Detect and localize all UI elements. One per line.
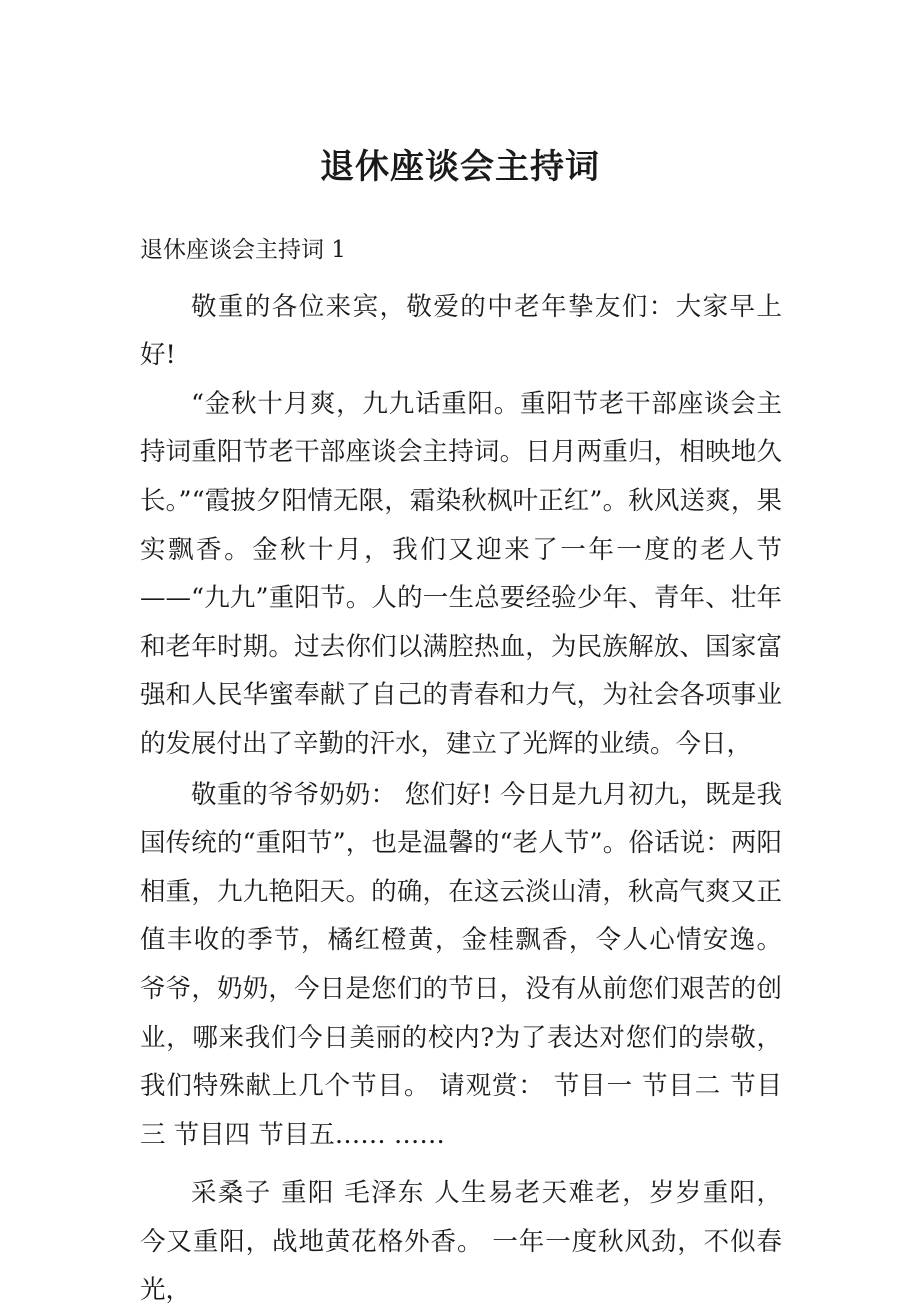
paragraph-address: 敬重的爷爷奶奶： 您们好! 今日是九月初九，既是我国传统的“重阳节”，也是温馨的“老人节”。俗话说：两阳相重，九九艳阳天。的确，在这云淡山清，秋高气爽又正值丰收的季节，橘红橙黄，金桂飘香，令人心情安逸。 爷爷，奶奶，今日是您们的节日，没有从前您们艰苦的创业，哪来我们今日美丽的校内?为了表达对您们的崇敬，我们特殊献上几个节目。 请观赏： 节目一 节目二 节目三 节目四 节目五…… ……	[140, 779, 782, 1150]
document-body	[140, 226, 782, 1315]
paragraph-poem: 采桑子 重阳 毛泽东 人生易老天难老，岁岁重阳， 今又重阳，战地黄花格外香。 一年一度秋风劲，不似春光，	[140, 1178, 782, 1306]
paragraph-opening: “金秋十月爽，九九话重阳。重阳节老干部座谈会主持词重阳节老干部座谈会主持词。日月两重归，相映地久长。”“霞披夕阳情无限，霜染秋枫叶正红”。秋风送爽，果实飘香。金秋十月，我们又迎来了一年一度的老人节——“九九”重阳节。人的一生总要经验少年、青年、壮年和老年时期。过去你们以满腔热血，为民族解放、国家富强和人民华蜜奉献了自己的青春和力气，为社会各项事业的发展付出了辛勤的汗水，建立了光辉的业绩。今日，	[140, 388, 782, 759]
paragraph-greeting: 敬重的各位来宾，敬爱的中老年挚友们：大家早上好!	[140, 291, 782, 371]
document-title: 退休座谈会主持词	[320, 147, 600, 187]
section-heading: 退休座谈会主持词 1	[140, 237, 346, 263]
